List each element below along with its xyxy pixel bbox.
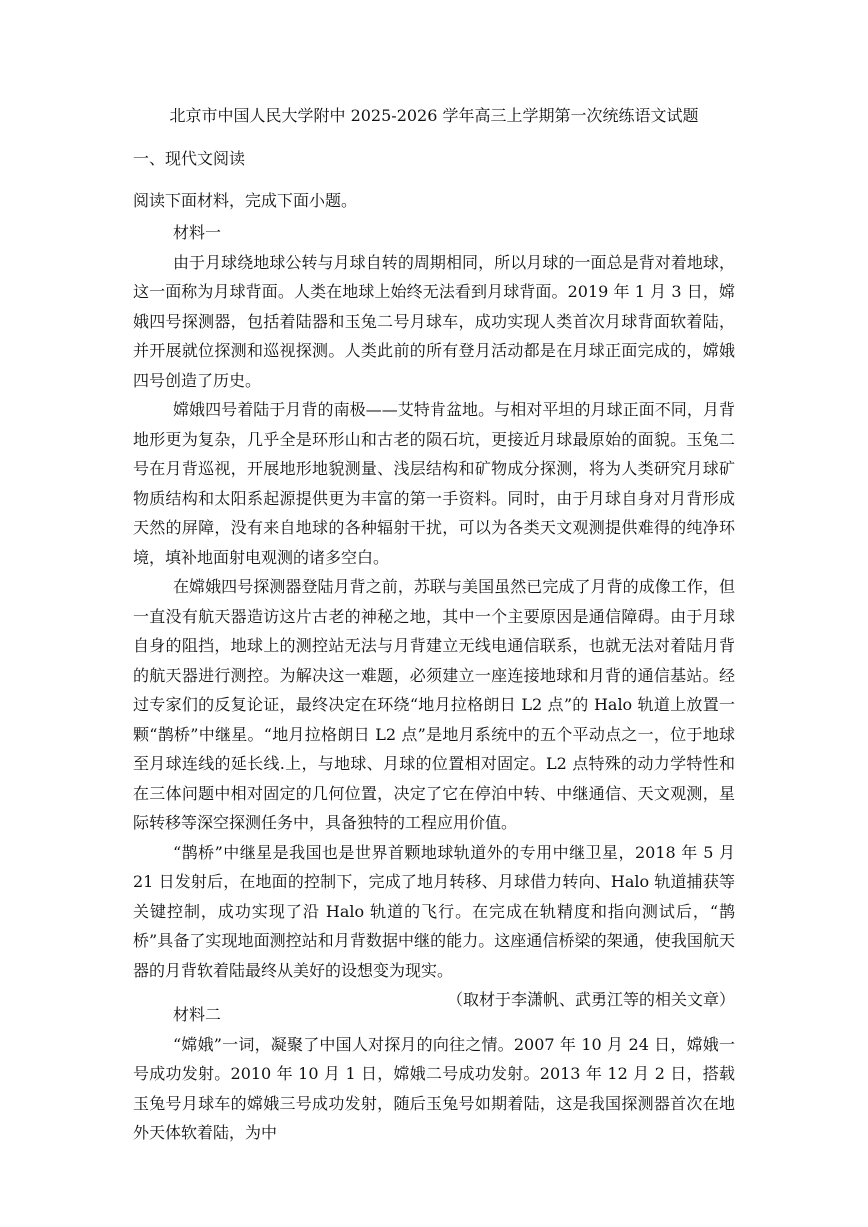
material-one [133, 218, 735, 1015]
material-one-source: （取材于李潇帆、武勇江等的相关文章） [446, 990, 735, 1009]
material-one-paragraph-1: 由于月球绕地球公转与月球自转的周期相同，所以月球的一面总是背对着地球，这一面称为月球背面。人类在地球上始终无法看到月球背面。2019 年 1 月 3 日，嫦娥四号探测器，包括着陆器和玉兔二号月球车，成功实现人类首次月球背面软着陆，并开展就位探测和巡视探测。人类此前的所有登月活动都是在月球正面完成的，嫦娥四号创造了历史。 [133, 252, 735, 390]
reading-instruction: 阅读下面材料，完成下面小题。 [133, 191, 358, 210]
material-two [133, 1000, 735, 1148]
material-one-paragraph-2: 嫦娥四号着陆于月背的南极——艾特肯盆地。与相对平坦的月球正面不同，月背地形更为复杂，几乎全是环形山和古老的陨石坑，更接近月球最原始的面貌。玉兔二号在月背巡视，开展地形地貌测量、浅层结构和矿物成分探测，将为人类研究月球矿物质结构和太阳系起源提供更为丰富的第一手资料。同时，由于月球自身对月背形成天然的屏障，没有来自地球的各种辐射干扰，可以为各类天文观测提供难得的纯净环境，填补地面射电观测的诸多空白。 [133, 400, 735, 567]
material-two-label: 材料二 [173, 1005, 222, 1024]
section-heading: 一、现代文阅读 [133, 149, 246, 168]
material-two-paragraph-1: “嫦娥”一词，凝聚了中国人对探月的向往之情。2007 年 10 月 24 日，嫦娥一号成功发射。2010 年 10 月 1 日，嫦娥二号成功发射。2013 年 12 月 2 日，搭载玉兔号月球车的嫦娥三号成功发射，随后玉兔号如期着陆，这是我国探测器首次在地外天体软着陆，为中 [133, 1034, 735, 1142]
material-one-label: 材料一 [173, 223, 222, 242]
material-one-paragraph-4: “鹊桥”中继星是我国也是世界首颗地球轨道外的专用中继卫星，2018 年 5 月 21 日发射后，在地面的控制下，完成了地月转移、月球借力转向、Halo 轨道捕获等关键控制，成功实现了沿 Halo 轨道的飞行。在完成在轨精度和指向测试后，“鹊桥”具备了实现地面测控站和月背数据中继的能力。这座通信桥梁的架通，使我国航天器的月背软着陆最终从美好的设想变为现实。 [133, 842, 735, 980]
document-title: 北京市中国人民大学附中 2025-2026 学年高三上学期第一次统练语文试题 [169, 106, 699, 125]
material-one-paragraph-3: 在嫦娥四号探测器登陆月背之前，苏联与美国虽然已完成了月背的成像工作，但一直没有航天器造访这片古老的神秘之地，其中一个主要原因是通信障碍。由于月球自身的阻挡，地球上的测控站无法与月背建立无线电通信联系，也就无法对着陆月背的航天器进行测控。为解决这一难题，必须建立一座连接地球和月背的通信基站。经过专家们的反复论证，最终决定在环绕“地月拉格朗日 L2 点”的 Halo 轨道上放置一颗“鹊桥”中继星。“地月拉格朗日 L2 点”是地月系统中的五个平动点之一，位于地球至月球连线的延长线.上，与地球、月球的位置相对固定。L2 点特殊的动力学特性和在三体问题中相对固定的几何位置，决定了它在停泊中转、中继通信、天文观测，星际转移等深空探测任务中，具备独特的工程应用价值。 [133, 577, 735, 832]
